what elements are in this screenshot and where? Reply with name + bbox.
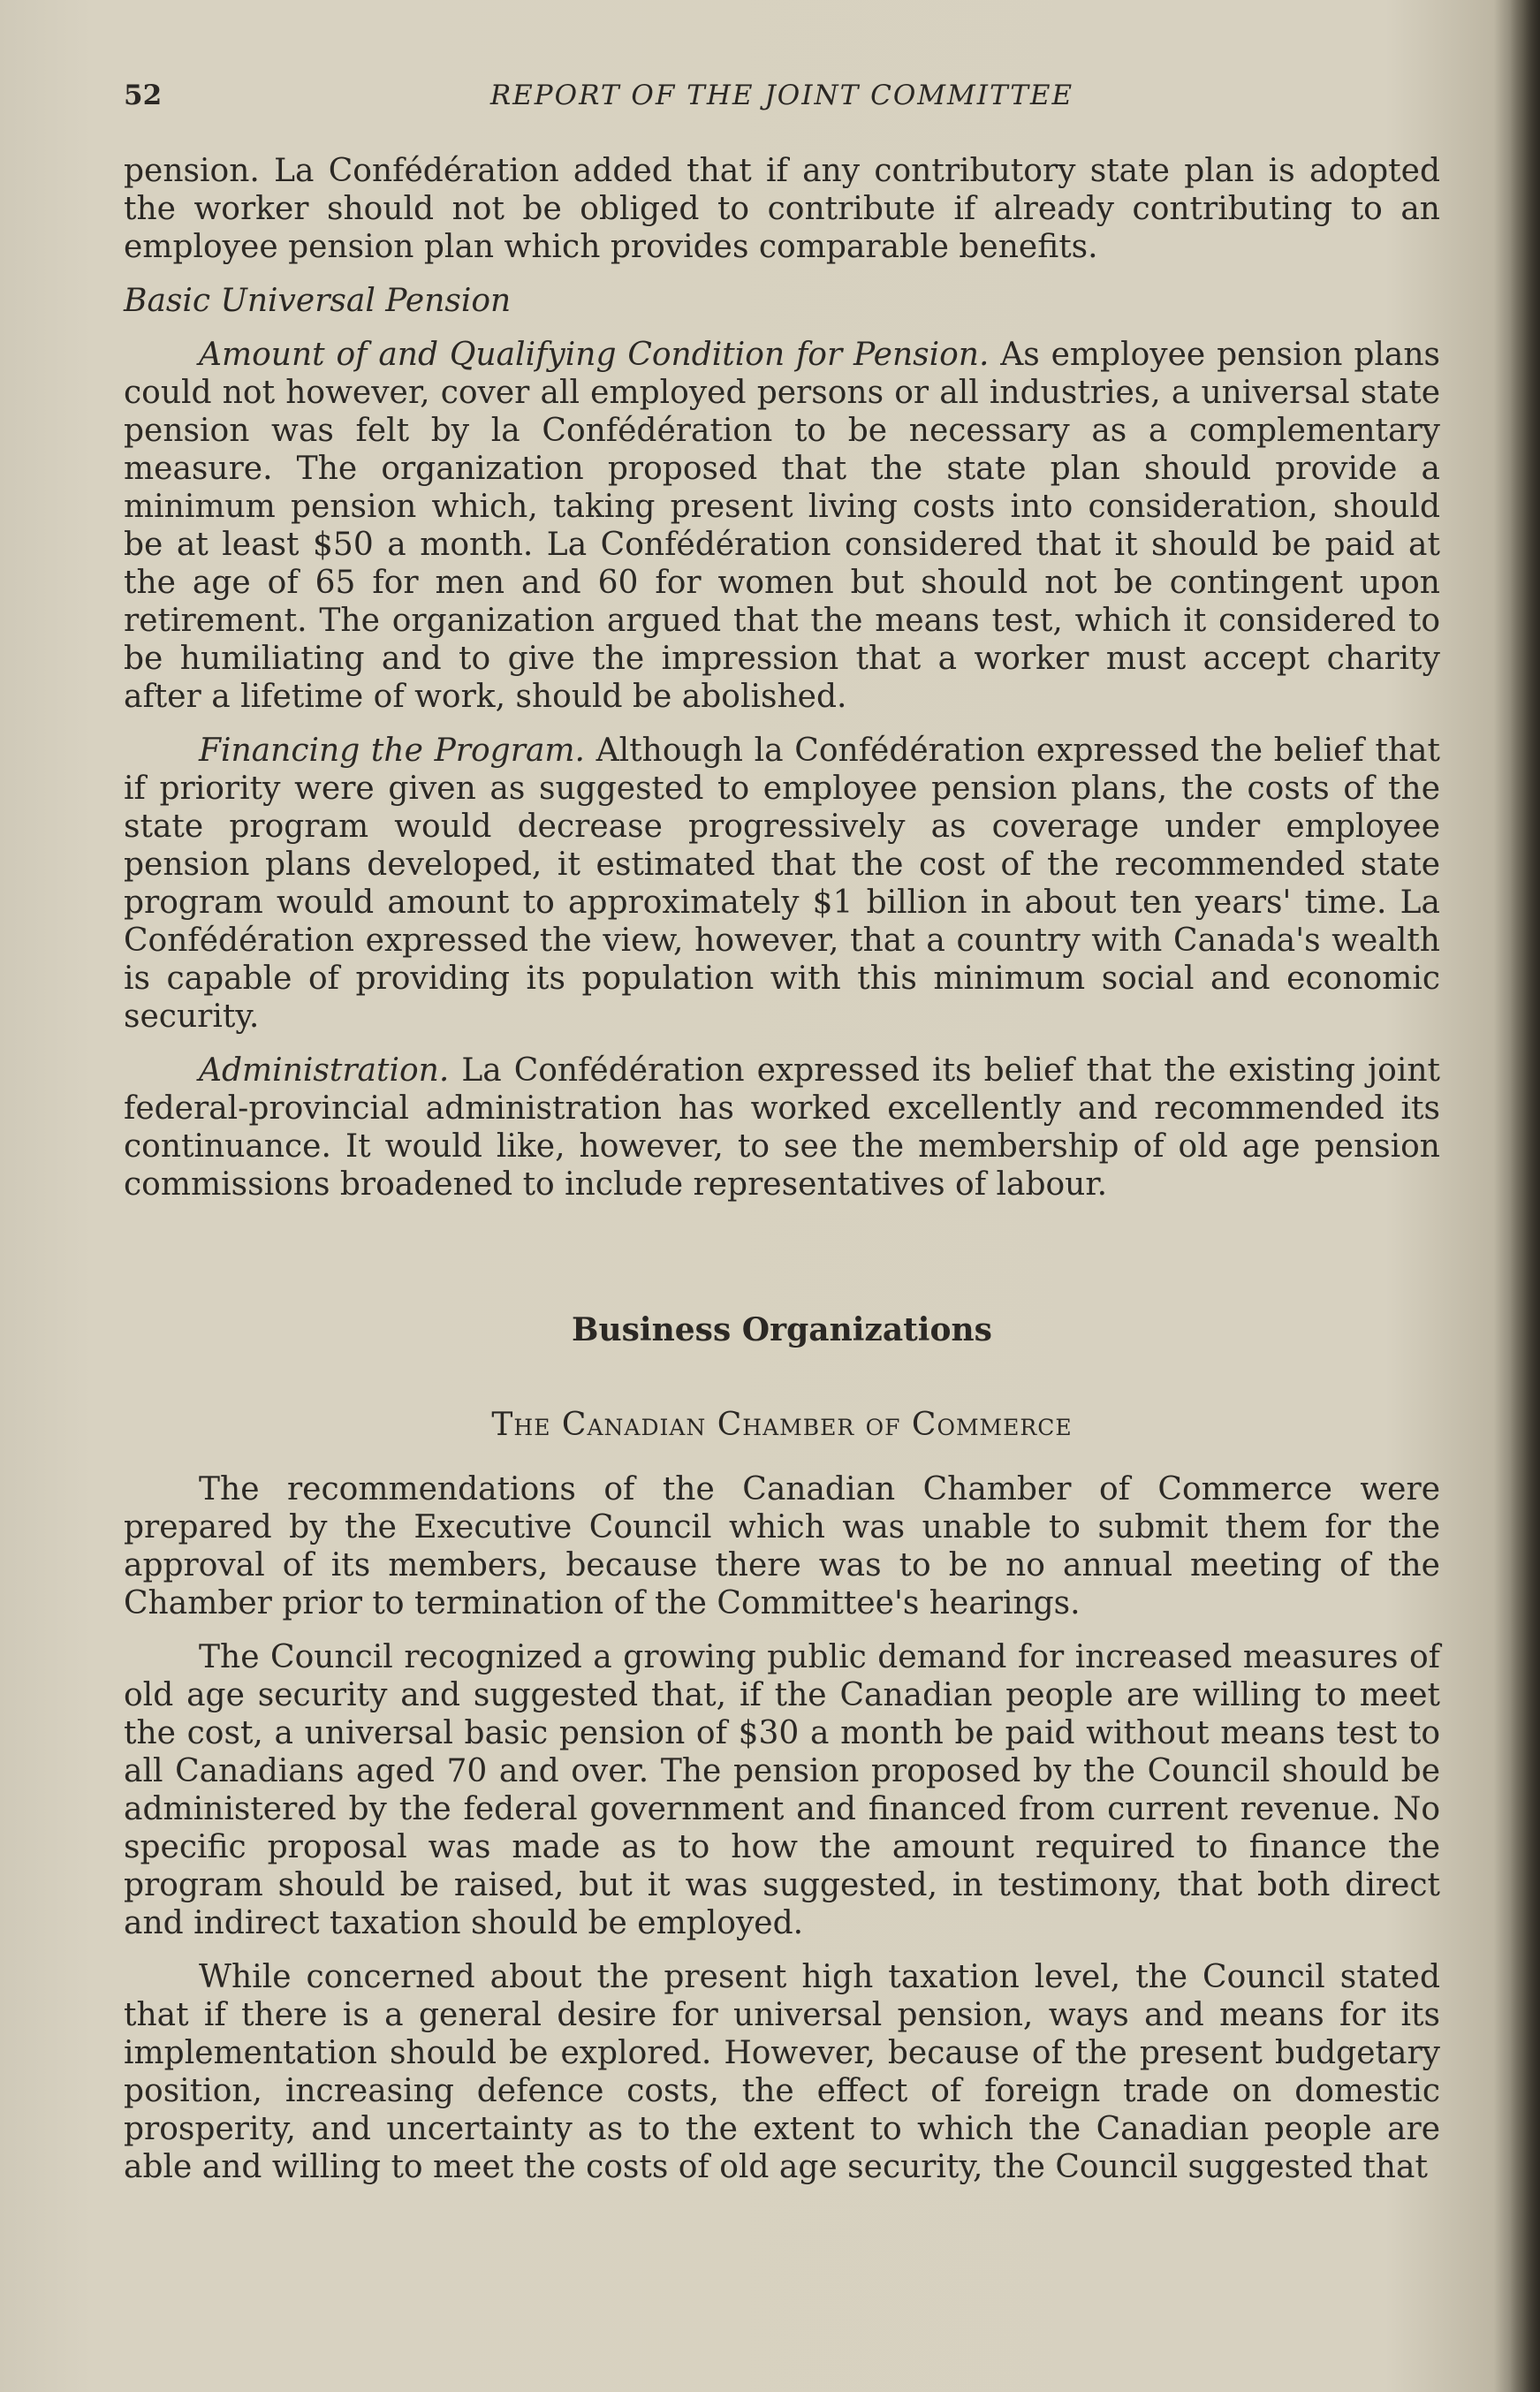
page-edge-shadow (1510, 0, 1540, 2392)
paragraph-amount (124, 336, 1440, 716)
paragraph-administration-text: La Confédération expressed its belief that the existing joint federal-provincial administration has worked excellently and recommended its continuance. It would like, however, to see the membership of old age pension commissions broadened to include representatives of labour. (124, 1052, 1440, 1203)
page-body (124, 152, 1440, 2202)
paragraph-amount-text: As employee pension plans could not however, cover all employed persons or all industries, a universal state pension was felt by la Confédération to be necessary as a complementary measure. The organization proposed that the state plan should provide a minimum pension which, taking present living costs into consideration, should be at least $50 a month. La Confédération considered that it should be paid at the age of 65 for men and 60 for women but should not be contingent upon retirement. The organization argued that the means test, which it considered to be humiliating and to give the impression that a worker must accept charity after a lifetime of work, should be abolished. (124, 337, 1440, 715)
runin-heading-financing: Financing the Program. (199, 733, 585, 769)
runin-heading-amount: Amount of and Qualifying Condition for Pension. (199, 337, 990, 373)
running-title: REPORT OF THE JOINT COMMITTEE (489, 80, 1074, 111)
paragraph-chamber-3: While concerned about the present high taxation level, the Council stated that if there is a general desire for universal pension, ways and means for its implementation should be explored. However, because of the present budgetary position, increasing defence costs, the effect of foreign trade on domestic prosperity, and uncertainty as to the extent to which the Canadian people are able and willing to meet the costs of old age security, the Council suggested that (124, 1959, 1440, 2185)
heading-canadian-chamber-of-commerce: The Canadian Chamber of Commerce (491, 1407, 1073, 1443)
paragraph-administration (124, 1052, 1440, 1204)
paragraph-intro: pension. La Confédération added that if any contributory state plan is adopted the worker should not be obliged to contribute if already contributing to an employee pension plan which provides comparable benefits. (124, 153, 1440, 265)
page-number: 52 (124, 80, 163, 111)
page-header (124, 80, 1440, 124)
paragraph-financing (124, 732, 1440, 1036)
paragraph-chamber-1: The recommendations of the Canadian Chamber of Commerce were prepared by the Executive Council which was unable to submit them for the approval of its members, because there was to be no annual meeting of the Chamber prior to termination of the Committee's hearings. (124, 1471, 1440, 1621)
runin-heading-administration: Administration. (199, 1052, 450, 1089)
paragraph-chamber-2: The Council recognized a growing public demand for increased measures of old age security and suggested that, if the Canadian people are willing to meet the cost, a universal basic pension of $30 a month be paid without means test to all Canadians aged 70 and over. The pension proposed by the Council should be administered by the federal government and financed from current revenue. No specific proposal was made as to how the amount required to finance the program should be raised, but it was suggested, in testimony, that both direct and indirect taxation should be employed. (124, 1639, 1440, 1941)
subheading-basic-universal-pension: Basic Universal Pension (124, 283, 512, 319)
section-heading-business-organizations: Business Organizations (572, 1311, 992, 1348)
paragraph-financing-text: Although la Confédération expressed the belief that if priority were given as suggested to employee pension plans, the costs of the state program would decrease progressively as coverage under employee pension plans developed, it estimated that the cost of the recommended state program would amount to approximately $1 billion in about ten years' time. La Confédération expressed the view, however, that a country with Canada's wealth is capable of providing its population with this minimum social and economic security. (124, 733, 1440, 1035)
